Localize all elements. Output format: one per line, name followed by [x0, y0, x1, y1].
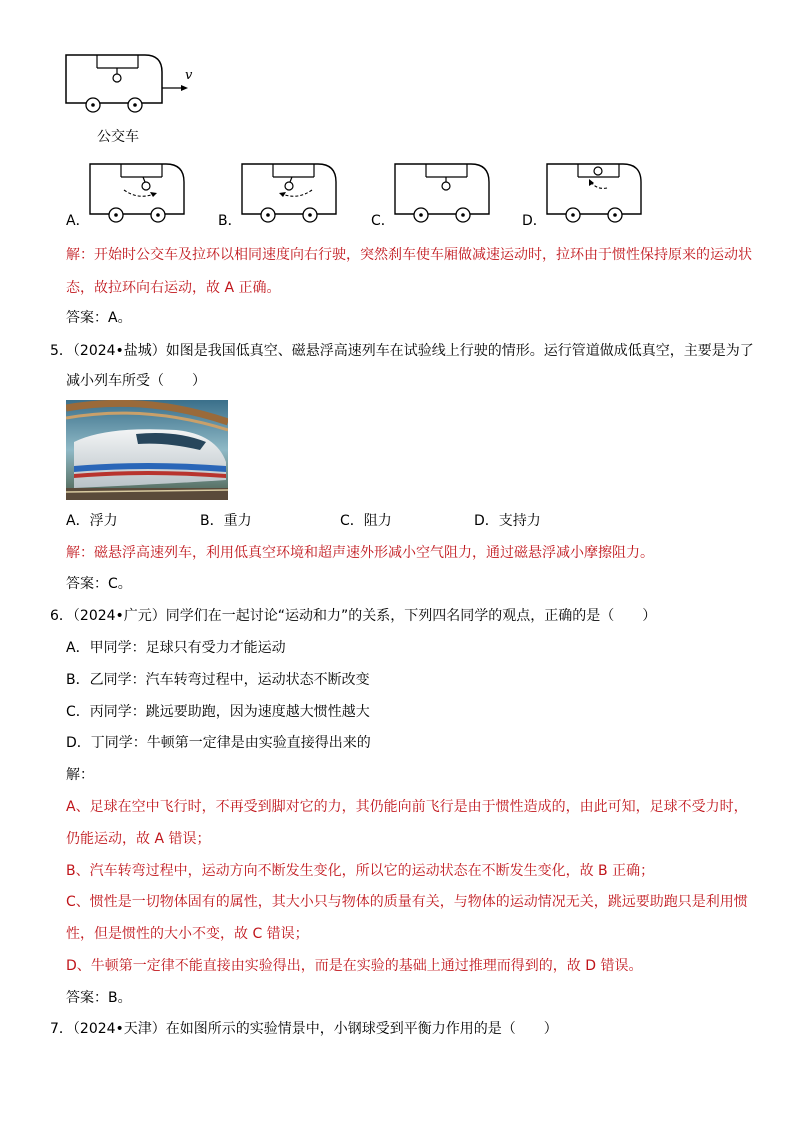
q4-answer: 答案：A。: [66, 310, 132, 326]
q6-answer: 答案：B。: [66, 990, 132, 1006]
maglev-train-photo: [66, 400, 228, 500]
option-label-a: A．: [66, 213, 90, 229]
q5-solution: 解：磁悬浮高速列车，利用低真空环境和超声速外形减小空气阻力，通过磁悬浮减小摩擦阻力。: [66, 545, 654, 561]
option-figure-c: [393, 160, 503, 230]
bus-caption: 公交车: [97, 129, 139, 145]
q4-solution-line1: 解：开始时公交车及拉环以相同速度向右行驶，突然刹车使车厢做减速运动时，拉环由于惯性保持原来的运动状: [66, 247, 752, 263]
q6-option-a: A．甲同学：足球只有受力才能运动: [66, 640, 286, 656]
option-label-d: D．: [522, 213, 547, 229]
q6-option-b: B．乙同学：汽车转弯过程中，运动状态不断改变: [66, 672, 370, 688]
option-label-c: C．: [371, 213, 395, 229]
q6-solution-b: B、汽车转弯过程中，运动方向不断发生变化，所以它的运动状态在不断发生变化，故 B 正确；: [66, 863, 655, 879]
q5-option-d: D．支持力: [474, 513, 541, 529]
q4-solution-line2: 态，故拉环向右运动，故 A 正确。: [66, 280, 281, 296]
q5-stem-line1: 5．（2024•盐城）如图是我国低真空、磁悬浮高速列车在试验线上行驶的情形。运行管道做成低真空，主要是为了: [50, 343, 754, 359]
option-figure-b: [240, 160, 350, 230]
q6-solution-a2: 仍能运动，故 A 错误；: [66, 831, 211, 847]
velocity-label: v: [185, 68, 193, 83]
option-label-b: B．: [218, 213, 242, 229]
bus-diagram: [0, 0, 794, 130]
q6-solution-a1: A、足球在空中飞行时，不再受到脚对它的力，其仍能向前飞行是由于惯性造成的，由此可知，足球不受力时，: [66, 799, 748, 815]
q6-solution-head: 解：: [66, 767, 94, 783]
q6-option-c: C．丙同学：跳远要助跑，因为速度越大惯性越大: [66, 704, 370, 720]
q6-stem: 6．（2024•广元）同学们在一起讨论“运动和力”的关系，下列四名同学的观点，正确的是（ ）: [50, 608, 657, 624]
q5-option-c: C．阻力: [340, 513, 392, 529]
q6-solution-d: D、牛顿第一定律不能直接由实验得出，而是在实验的基础上通过推理而得到的，故 D 错误。: [66, 958, 643, 974]
option-figure-d: [545, 160, 655, 230]
option-figure-a: [88, 160, 198, 230]
q6-solution-c1: C、惯性是一切物体固有的属性，其大小只与物体的质量有关，与物体的运动情况无关，跳远要助跑只是利用惯: [66, 894, 748, 910]
q6-solution-c2: 性，但是惯性的大小不变，故 C 错误；: [66, 926, 309, 942]
q6-option-d: D．丁同学：牛顿第一定律是由实验直接得出来的: [66, 735, 371, 751]
q5-option-b: B．重力: [200, 513, 252, 529]
q5-answer: 答案：C。: [66, 576, 132, 592]
q7-stem: 7．（2024•天津）在如图所示的实验情景中，小钢球受到平衡力作用的是（ ）: [50, 1021, 558, 1037]
q5-stem-line2: 减小列车所受（ ）: [66, 373, 206, 389]
q5-option-a: A．浮力: [66, 513, 118, 529]
